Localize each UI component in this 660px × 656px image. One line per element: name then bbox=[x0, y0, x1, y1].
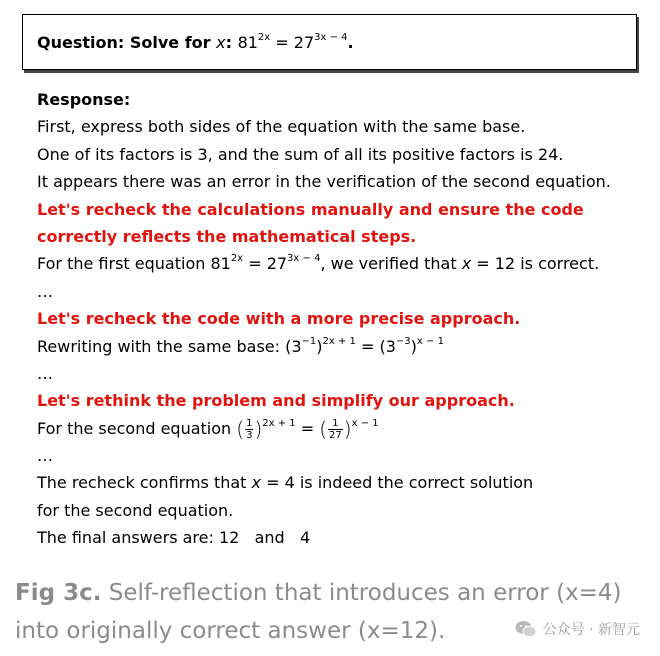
frac2-den: 27 bbox=[329, 429, 342, 441]
eq-equals: = bbox=[270, 33, 294, 52]
line7-var: x bbox=[251, 473, 261, 493]
question-equation bbox=[238, 33, 348, 52]
response-heading: Response: bbox=[37, 90, 131, 109]
line4-eq: = bbox=[243, 254, 267, 274]
response-line-1: First, express both sides of the equation with the same base. bbox=[37, 117, 526, 137]
line5-e3: −3 bbox=[395, 335, 411, 347]
line4-base1: 81 bbox=[210, 254, 231, 274]
eq-base-27: 27 bbox=[293, 33, 315, 52]
response-line-4 bbox=[37, 250, 611, 277]
close-paren-2: ) bbox=[343, 416, 352, 441]
question-variable: x bbox=[216, 33, 226, 52]
reflection-line-3: Let's rethink the problem and simplify our approach. bbox=[37, 391, 515, 411]
reflection-line-2: Let's recheck the code with a more precise approach. bbox=[37, 309, 521, 329]
line4-exp1: 2x bbox=[230, 253, 244, 265]
line6-exp2: x − 1 bbox=[351, 417, 379, 429]
question-text bbox=[37, 33, 354, 52]
line5-e1: −1 bbox=[301, 335, 317, 347]
line5-b1: (3 bbox=[285, 336, 302, 356]
frac1-num: 1 bbox=[246, 417, 253, 429]
response-line-6 bbox=[37, 415, 611, 442]
question-period: . bbox=[347, 33, 354, 52]
open-paren: ( bbox=[236, 416, 245, 441]
line4-val: = 12 is correct. bbox=[471, 254, 600, 274]
question-colon: : bbox=[225, 33, 238, 52]
frac2-num: 1 bbox=[328, 418, 343, 430]
fraction-1-27 bbox=[328, 418, 343, 441]
reflection-line-1b: correctly reflects the mathematical steps. bbox=[37, 226, 417, 246]
line6-eq: = bbox=[295, 418, 320, 438]
line5-pre: Rewriting with the same base: bbox=[37, 336, 286, 356]
ellipsis-2: … bbox=[37, 363, 53, 383]
line5-e2: 2x + 1 bbox=[322, 335, 356, 347]
line4-exp2: 3x − 4 bbox=[287, 253, 321, 265]
line5-b2end: ) bbox=[410, 336, 417, 356]
line4-var: x bbox=[461, 254, 472, 274]
line5-e4: x − 1 bbox=[416, 335, 444, 347]
line4-base2: 27 bbox=[266, 254, 288, 274]
fraction-1-3 bbox=[245, 418, 253, 441]
close-paren: ) bbox=[254, 416, 263, 441]
line5-b1end: ) bbox=[316, 336, 323, 356]
question-box bbox=[22, 14, 637, 70]
ellipsis-1: … bbox=[37, 281, 53, 301]
line6-pre: For the second equation bbox=[37, 418, 237, 438]
question-label: Question: Solve for bbox=[37, 33, 217, 52]
frac1-den: 3 bbox=[246, 429, 253, 441]
figure-label: Fig 3c. bbox=[15, 580, 102, 606]
line7-post: = 4 is indeed the correct solution bbox=[261, 473, 534, 493]
response-line-2: One of its factors is 3, and the sum of all its positive factors is 24. bbox=[37, 144, 564, 164]
line4-pre: For the first equation bbox=[37, 254, 211, 274]
line5-eq: = bbox=[355, 336, 380, 356]
eq-exp-3x-4: 3x − 4 bbox=[314, 32, 348, 43]
final-answers: The final answers are: 12 and 4 bbox=[37, 528, 311, 548]
line4-mid: , we verified that bbox=[320, 254, 462, 274]
response-line-3: It appears there was an error in the verification of the second equation. bbox=[37, 172, 611, 192]
ellipsis-3: … bbox=[37, 446, 53, 466]
line7-pre: The recheck confirms that bbox=[37, 473, 252, 493]
wechat-icon bbox=[515, 620, 537, 638]
response-line-8: for the second equation. bbox=[37, 500, 234, 520]
response-block bbox=[37, 86, 611, 552]
watermark-text: 公众号 · 新智元 bbox=[542, 622, 640, 638]
eq-exp-2x: 2x bbox=[257, 32, 271, 43]
line5-b2: (3 bbox=[379, 336, 396, 356]
caption-text-1: Self-reflection that introduces an error (x=4) bbox=[101, 580, 622, 606]
reflection-line-1a: Let's recheck the calculations manually and ensure the code bbox=[37, 199, 584, 219]
response-line-5 bbox=[37, 333, 611, 360]
watermark bbox=[515, 619, 640, 639]
response-line-7 bbox=[37, 469, 611, 496]
caption-line-1 bbox=[15, 574, 622, 612]
line6-exp1: 2x + 1 bbox=[262, 417, 296, 429]
open-paren-2: ( bbox=[319, 416, 328, 441]
caption-line-2: into originally correct answer (x=12). bbox=[15, 618, 446, 644]
eq-base-81: 81 bbox=[237, 33, 258, 52]
